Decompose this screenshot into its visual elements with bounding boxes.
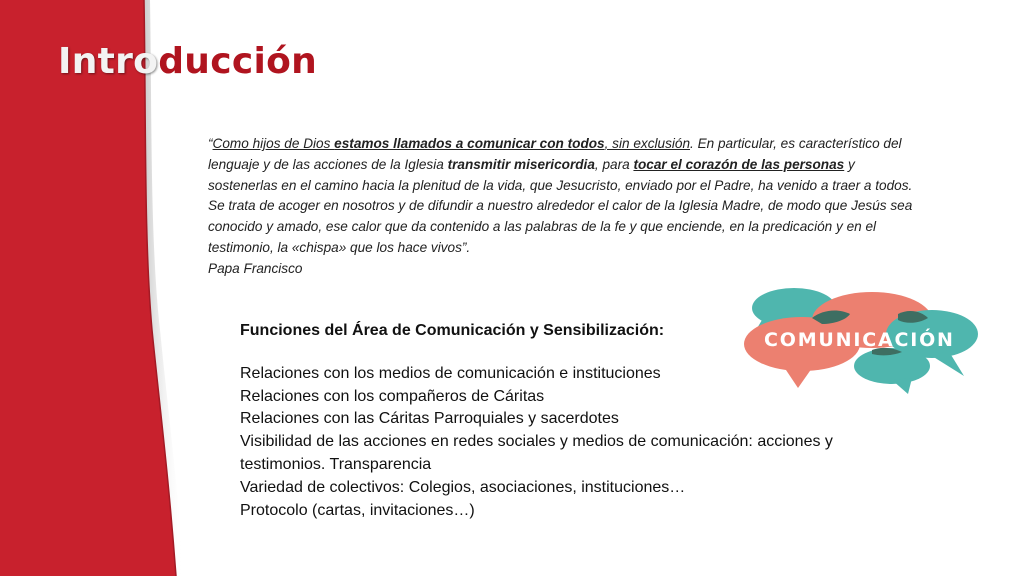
function-item: Relaciones con los medios de comunicación e instituciones [240, 364, 661, 382]
quote-segment-5: transmitir misericordia [447, 156, 595, 172]
comunicacion-logo [742, 284, 982, 396]
quote-segment-2: estamos llamados a comunicar con todos [334, 136, 605, 151]
quote-author: Papa Francisco [208, 260, 303, 276]
quote-segment-7: tocar el corazón de las personas [633, 156, 845, 172]
quote-segment-6: , para [594, 156, 634, 172]
title-light-part: Intro [58, 41, 159, 82]
pope-quote [208, 134, 920, 280]
quote-segment-8: y sostenerlas en el camino hacia la plenitud de la vida, que Jesucristo, enviado por el Padre, ha venido a traer a todos. Se trata de acoger en nosotros y de difundir a nuestro alrededor el calor de la Iglesia Madre, de modo que Jesús sea conocido y amado, ese calor que da contenido a las palabras de la fe y que enciende, en la predicación y en el testimonio, la «chispa» que los hace vivos”. [208, 156, 913, 255]
quote-segment-4: . En particular, es característico del lenguaje y de las acciones de la Iglesia [208, 136, 902, 172]
quote-segment-3: , sin exclusión [604, 136, 691, 151]
function-item: Variedad de colectivos: Colegios, asociaciones, instituciones… [240, 478, 686, 496]
function-item: Visibilidad de las acciones en redes sociales y medios de comunicación: acciones y testimonios. Transparencia [240, 433, 833, 473]
function-item: Relaciones con las Cáritas Parroquiales y sacerdotes [240, 410, 619, 428]
quote-segment-1: Como hijos de Dios [212, 136, 335, 151]
red-side-band [0, 0, 200, 576]
function-item: Relaciones con los compañeros de Cáritas [240, 387, 545, 405]
title-red-part: ducción [158, 41, 318, 82]
page-title [58, 41, 318, 82]
quote-open-mark: “ [208, 136, 213, 151]
function-item: Protocolo (cartas, invitaciones…) [240, 501, 475, 519]
functions-heading: Funciones del Área de Comunicación y Sensibilización: [240, 322, 665, 339]
logo-text: COMUNICACIÓN [764, 329, 955, 351]
